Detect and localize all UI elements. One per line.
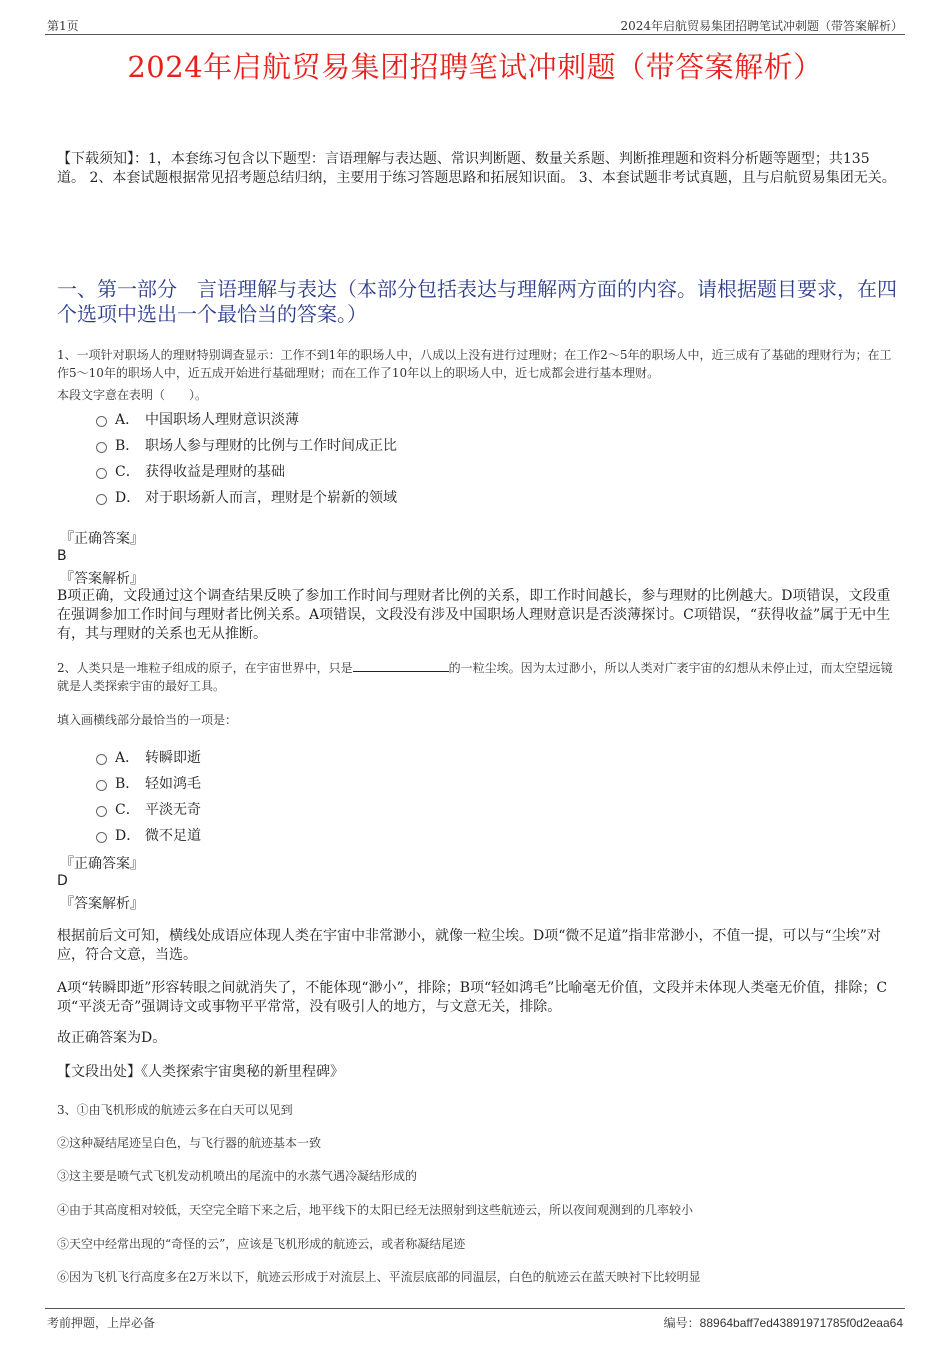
q3-item-6: ⑥因为飞机飞行高度多在2万米以下，航迹云形成于对流层上、平流层底部的同温层，白色的航迹云在蓝天映衬下比较明显 — [57, 1270, 701, 1284]
q2-answer: D — [57, 873, 68, 889]
fill-blank — [353, 659, 449, 672]
q2-option-c[interactable]: C． 平淡无奇 — [96, 799, 201, 819]
q1-stem: 1、一项针对职场人的理财特别调查显示：工作不到1年的职场人中，八成以上没有进行过理财；在工作2～5年的职场人中，近三成有了基础的理财行为；在工作5～10年的职场人中，近五成开始进行基础理财；而在工作了10年以上的职场人中，近七成都会进行基本理财。 — [57, 348, 892, 380]
footer-code: 编号：88964baff7ed43891971785f0d2eaa64 — [663, 1316, 903, 1330]
q1-option-a[interactable]: A． 中国职场人理财意识淡薄 — [96, 409, 299, 429]
q1-answer-label: 『正确答案』 — [60, 531, 144, 547]
header-doc-title: 2024年启航贸易集团招聘笔试冲刺题（带答案解析） — [620, 19, 903, 33]
q1-option-c[interactable]: C． 获得收益是理财的基础 — [96, 461, 285, 481]
q3-item-5: ⑤天空中经常出现的“奇怪的云”，应该是飞机形成的航迹云，或者称凝结尾迹 — [57, 1237, 466, 1251]
q2-stem: 2、人类只是一堆粒子组成的原子，在宇宙世界中，只是 的一粒尘埃。因为太过渺小，所以人类对广袤宇宙的幻想从未停止过，而太空望远镜就是人类探索宇宙的最好工具。 — [57, 661, 893, 693]
q2-answer-label: 『正确答案』 — [60, 856, 144, 872]
q2-source: 【文段出处】《人类探索宇宙奥秘的新里程碑》 — [57, 1064, 344, 1080]
q2-option-a[interactable]: A． 转瞬即逝 — [96, 747, 201, 767]
radio-icon[interactable] — [96, 442, 107, 453]
q3-item-1: 3、①由飞机形成的航迹云多在白天可以见到 — [57, 1103, 293, 1117]
section-heading: 一、第一部分 言语理解与表达（本部分包括表达与理解两方面的内容。请根据题目要求，在四个选项中选出一个最恰当的答案。） — [57, 277, 897, 326]
radio-icon[interactable] — [96, 416, 107, 427]
radio-icon[interactable] — [96, 468, 107, 479]
q3-item-3: ③这主要是喷气式飞机发动机喷出的尾流中的水蒸气遇冷凝结形成的 — [57, 1169, 418, 1183]
radio-icon[interactable] — [96, 494, 107, 505]
q1-analysis: B项正确，文段通过这个调查结果反映了参加工作时间与理财者比例的关系，即工作时间越长，参与理财的比例越大。D项错误，文段重在强调参加工作时间与理财者比例关系。A项错误，文段没有涉及中国职场人理财意识是否淡薄探讨。C项错误，“获得收益”属于无中生有，其与理财的关系也无从推断。 — [57, 588, 891, 642]
page-number: 第1页 — [47, 19, 79, 33]
q1-option-b[interactable]: B． 职场人参与理财的比例与工作时间成正比 — [96, 435, 397, 455]
radio-icon[interactable] — [96, 832, 107, 843]
radio-icon[interactable] — [96, 780, 107, 791]
q2-analysis-1: 根据前后文可知，横线处成语应体现人类在宇宙中非常渺小，就像一粒尘埃。D项“微不足道”指非常渺小，不值一提，可以与“尘埃”对应，符合文意，当选。 — [57, 928, 881, 963]
q1-analysis-label: 『答案解析』 — [60, 571, 144, 587]
q2-option-b[interactable]: B． 轻如鸿毛 — [96, 773, 201, 793]
q1-option-d[interactable]: D． 对于职场新人而言，理财是个崭新的领域 — [96, 487, 397, 507]
q2-analysis-2: A项“转瞬即逝”形容转眼之间就消失了，不能体现“渺小”，排除；B项“轻如鸿毛”比喻毫无价值，文段并未体现人类毫无价值，排除；C项“平淡无奇”强调诗文或事物平平常常，没有吸引人的地方，与文意无关，排除。 — [57, 980, 888, 1015]
header-rule — [45, 34, 905, 35]
q1-answer: B — [57, 548, 67, 564]
download-notice: 【下载须知】：1，本套练习包含以下题型：言语理解与表达题、常识判断题、数量关系题、判断推理题和资料分析题等题型；共135道。 2、本套试题根据常见招考题总结归纳，主要用于练习答题思路和拓展知识面。 3、本套试题非考试真题，且与启航贸易集团无关。 — [57, 151, 896, 186]
q2-analysis-label: 『答案解析』 — [60, 896, 144, 912]
q3-item-4: ④由于其高度相对较低，天空完全暗下来之后，地平线下的太阳已经无法照射到这些航迹云，所以夜间观测到的几率较小 — [57, 1203, 694, 1217]
q2-analysis-3: 故正确答案为D。 — [57, 1030, 167, 1046]
q2-ask: 填入画横线部分最恰当的一项是： — [57, 713, 238, 727]
radio-icon[interactable] — [96, 806, 107, 817]
footer-slogan: 考前押题，上岸必备 — [47, 1316, 156, 1330]
radio-icon[interactable] — [96, 754, 107, 765]
q3-item-2: ②这种凝结尾迹呈白色，与飞行器的航迹基本一致 — [57, 1136, 322, 1150]
q2-option-d[interactable]: D． 微不足道 — [96, 825, 201, 845]
footer-rule — [45, 1308, 905, 1309]
q1-ask: 本段文字意在表明（ ）。 — [57, 388, 208, 402]
page-title: 2024年启航贸易集团招聘笔试冲刺题（带答案解析） — [127, 50, 823, 84]
